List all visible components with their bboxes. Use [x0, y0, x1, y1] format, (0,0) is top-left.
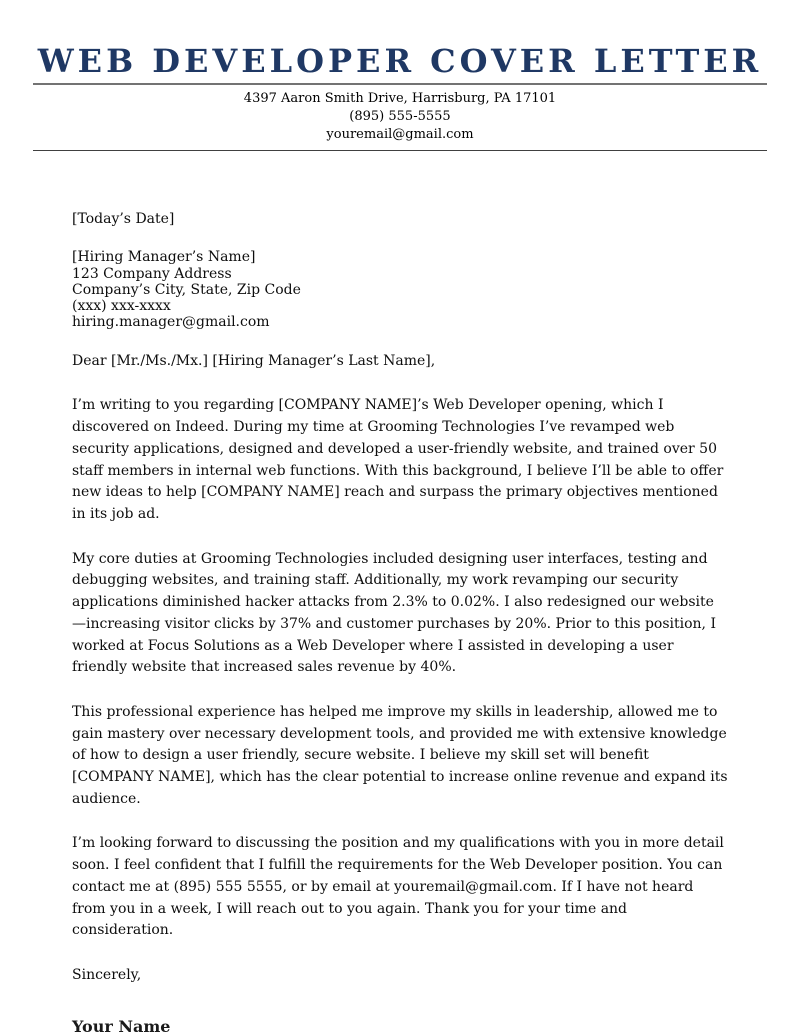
paragraph-core-duties: My core duties at Grooming Technologies included designing user interfaces, testing and debugging websites, and training staff. Additionally, my work revamping our security applications diminished hacker attacks from 2.3% to 0.02%. I also redesigned our website —increasing visitor clicks by 37% and customer purchases by 20%. Prior to this position, I worked at Focus Solutions as a Web Developer where I assisted in developing a user friendly website that increased sales revenue by 40%. — [72, 550, 716, 676]
recipient-email: hiring.manager@gmail.com — [72, 314, 270, 331]
contact-phone: (895) 555-5555 — [349, 109, 451, 124]
letterhead-divider-top — [33, 83, 767, 85]
paragraph-professional-experience: This professional experience has helped me improve my skills in leadership, allowed me to gain mastery over necessary development tools, and provided me with extensive knowledge of how to design a user friendly, secure website. I believe my skill set will benefit [COMPANY NAME], which has the clear potential to increase online revenue and expand its audience. — [72, 703, 728, 807]
recipient-phone: (xxx) xxx-xxxx — [72, 298, 171, 315]
letter-body — [0, 211, 800, 1035]
salutation: Dear [Mr./Ms./Mx.] [Hiring Manager’s Last Name], — [72, 352, 436, 369]
letterhead-divider-bottom — [33, 150, 767, 151]
recipient-block — [72, 249, 728, 330]
recipient-street-address: 123 Company Address — [72, 265, 232, 282]
paragraph-introduction: I’m writing to you regarding [COMPANY NAME]’s Web Developer opening, which I discovered on Indeed. During my time at Grooming Technologies I’ve revamped web security applications, designed and developed a user-friendly website, and trained over 50 staff members in internal web functions. With this background, I believe I’ll be able to offer new ideas to help [COMPANY NAME] reach and surpass the primary objectives mentioned in its job ad. — [72, 397, 724, 522]
closing-valediction: Sincerely, — [72, 966, 142, 983]
recipient-city-state-zip: Company’s City, State, Zip Code — [72, 281, 301, 298]
contact-email: youremail@gmail.com — [326, 127, 474, 142]
letterhead — [0, 0, 800, 151]
contact-address: 4397 Aaron Smith Drive, Harrisburg, PA 17101 — [243, 91, 557, 106]
contact-info — [0, 90, 800, 144]
signature-name: Your Name — [72, 1016, 171, 1035]
date-placeholder: [Today’s Date] — [72, 211, 175, 227]
recipient-name: [Hiring Manager’s Name] — [72, 249, 256, 266]
paragraph-call-to-action: I’m looking forward to discussing the position and my qualifications with you in more detail soon. I feel confident that I fulfill the requirements for the Web Developer position. You can contact me at (895) 555 5555, or by email at youremail@gmail.com. If I have not heard from you in a week, I will reach out to you again. Thank you for your time and consideration. — [72, 835, 724, 939]
page-title: WEB DEVELOPER COVER LETTER — [37, 42, 763, 80]
